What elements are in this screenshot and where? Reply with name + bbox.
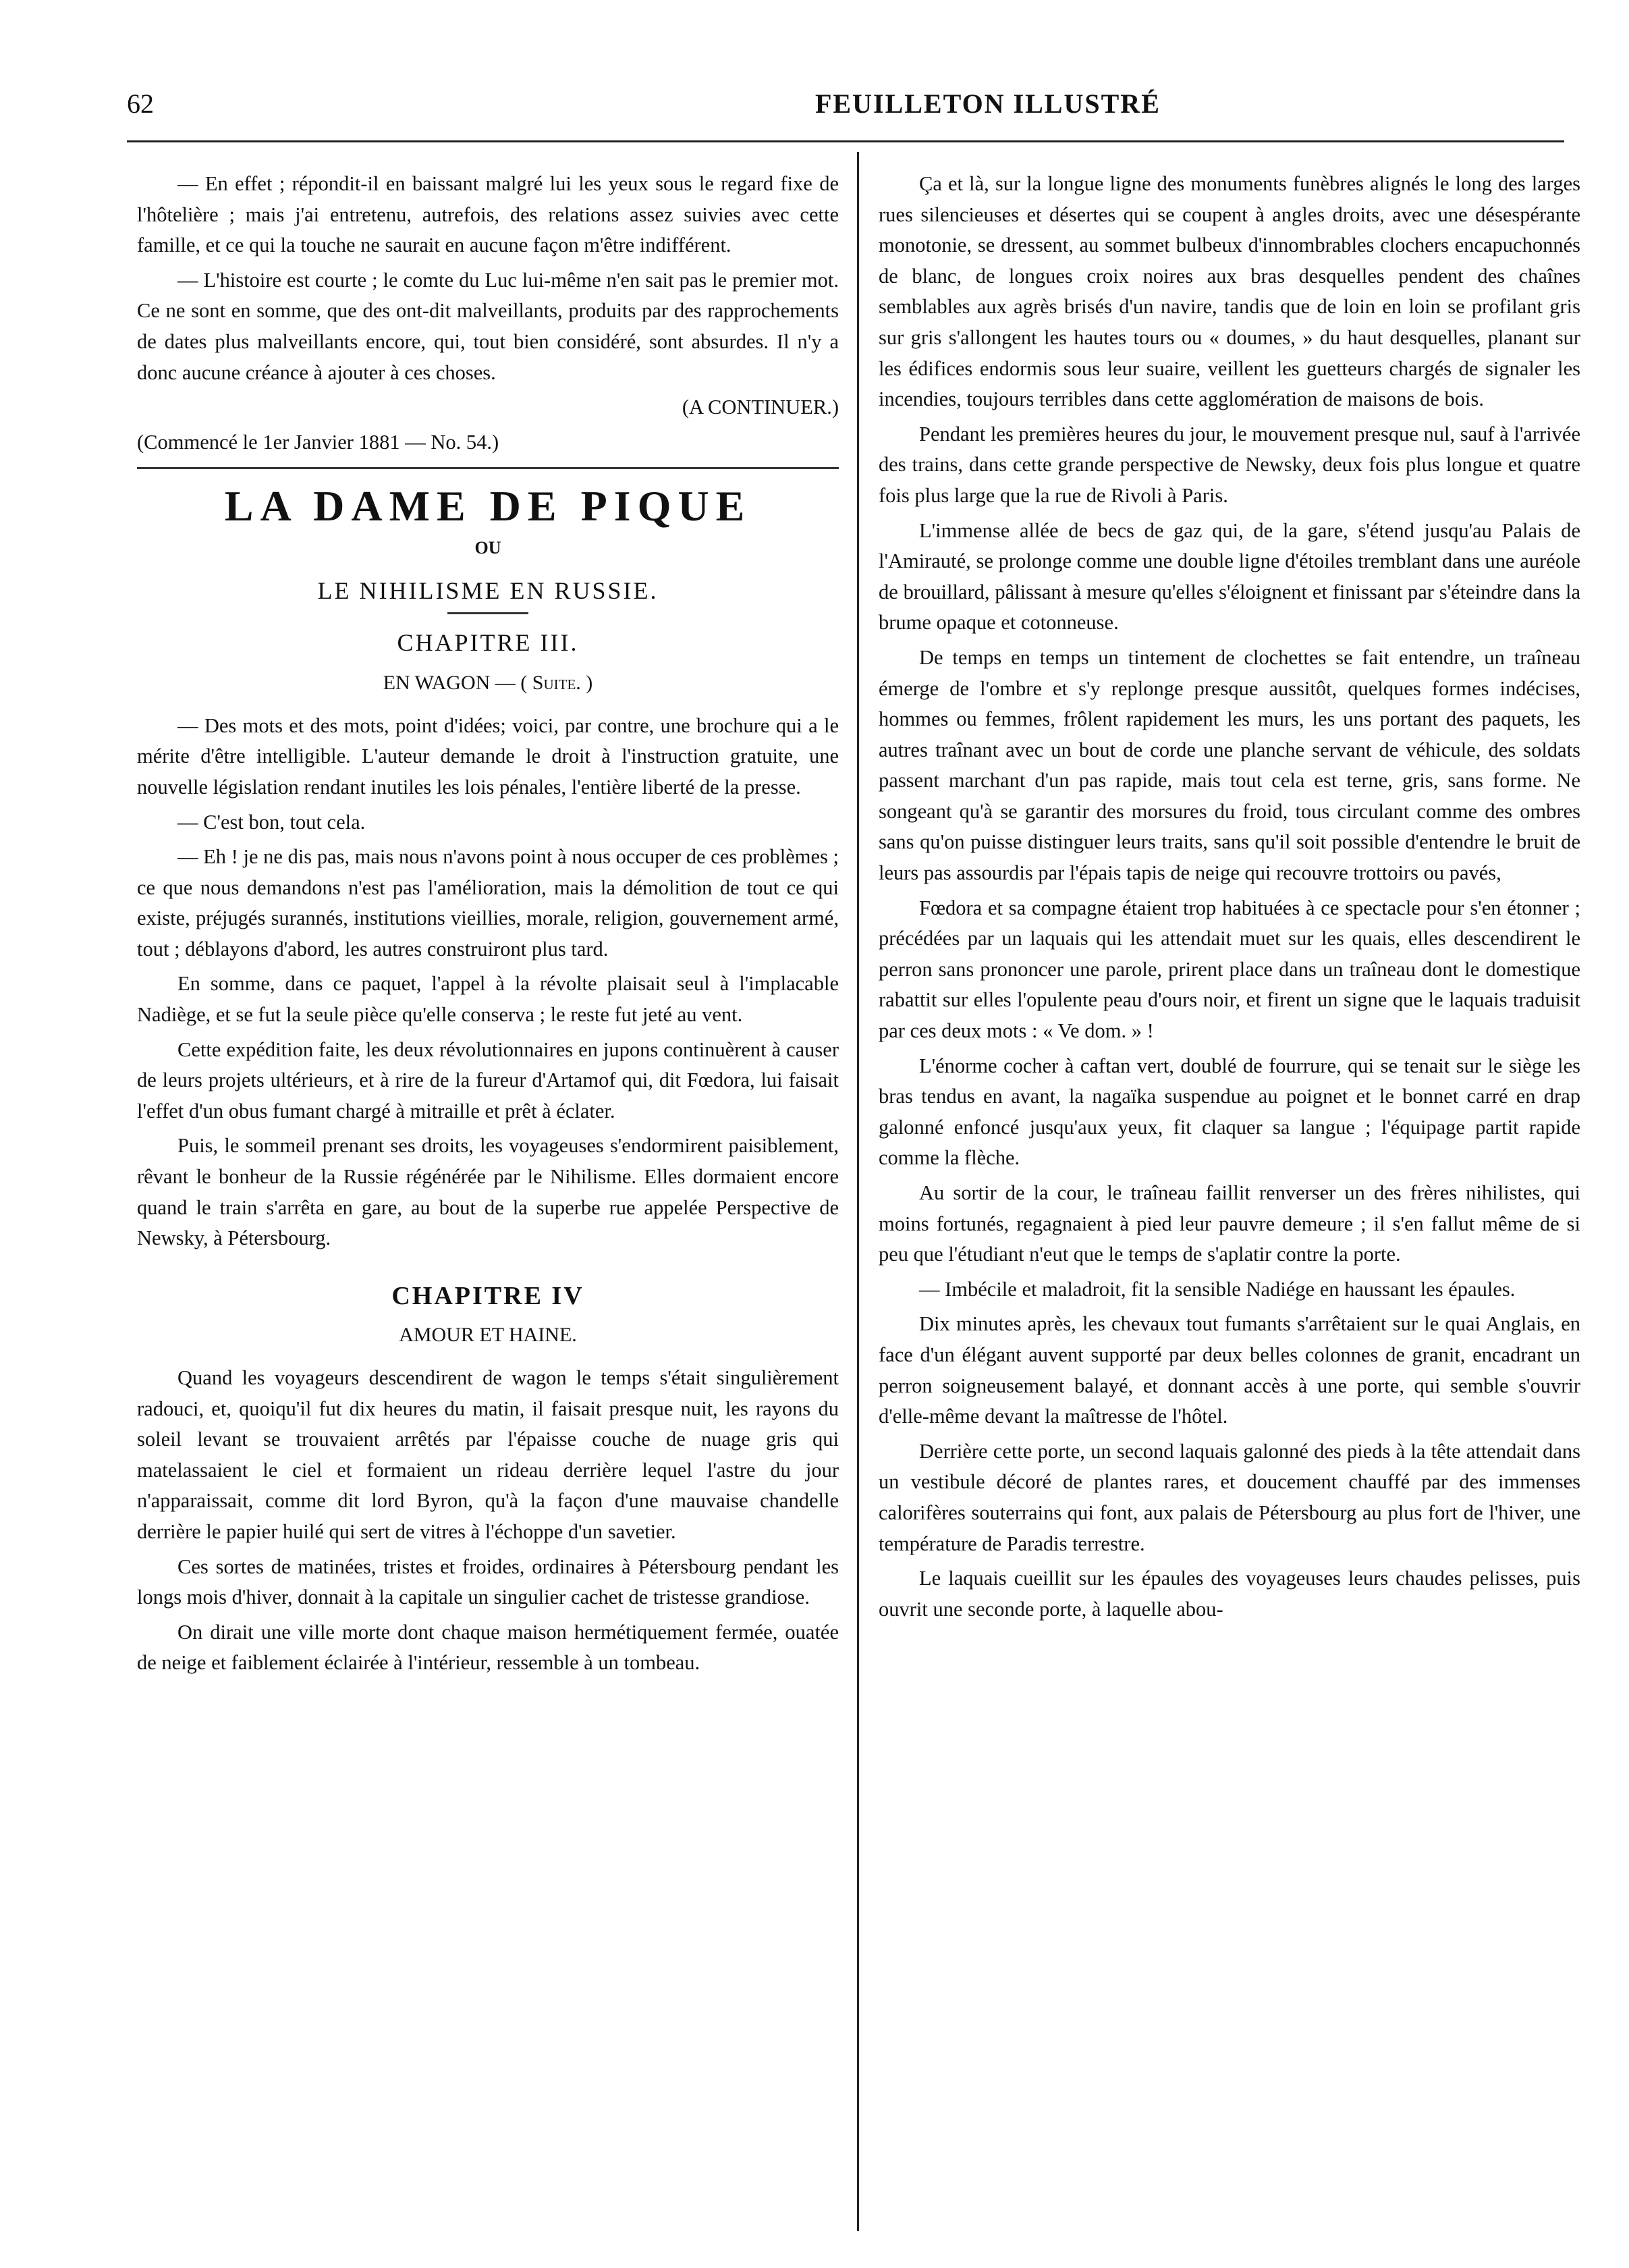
paragraph: Puis, le sommeil prenant ses droits, les voyageuses s'endormirent paisiblement, rêvant le bonheur de la Russie régénérée par le Nihilisme. Elles dormaient encore quand le train s'arrêta en gare, au bout de la superbe rue appelée Perspective de Newsky, à Pétersbourg.	[137, 1134, 839, 1250]
paragraph: On dirait une ville morte dont chaque maison hermétiquement fermée, ouatée de neige et faiblement éclairée à l'intérieur, ressemble à un tombeau.	[137, 1620, 839, 1675]
paragraph: — En effet ; répondit-il en baissant malgré lui les yeux sous le regard fixe de l'hôtelière ; mais j'ai entretenu, autrefois, des relations assez suivies avec cette famille, et ce qui la touche ne saurait en aucune façon m'être indifférent.	[137, 172, 839, 257]
story-title: LA DAME DE PIQUE	[224, 482, 752, 531]
paragraph: — Des mots et des mots, point d'idées; voici, par contre, une brochure qui a le mérite d'être intelligible. L'auteur demande le droit à l'instruction gratuite, une nouvelle législation rendant inutiles les lois pénales, l'entière liberté de la presse.	[137, 713, 839, 799]
left-column	[137, 169, 839, 1679]
chapter-heading: CHAPITRE III.	[397, 628, 579, 656]
paragraph: L'énorme cocher à caftan vert, doublé de fourrure, qui se tenait sur le siège les bras tendus en avant, la nagaïka suspendue au poignet et le bonnet carré en drap galonné enfoncé jusqu'aux yeux, fit claquer sa langue ; l'équipage partit rapide comme la flèche.	[879, 1054, 1580, 1170]
page-header	[127, 88, 1564, 128]
paragraph: Au sortir de la cour, le traîneau faillit renverser un des frères nihilistes, qui moins fortunés, regagnaient à pied leur pauvre demeure ; il s'en fallut même de si peu que l'étudiant n'eut que le temps de s'aplatir contre la porte.	[879, 1181, 1580, 1266]
paragraph: L'immense allée de becs de gaz qui, de la gare, s'étend jusqu'au Palais de l'Amirauté, se prolonge comme une double ligne d'étoiles tremblant dans une auréole de brouillard, pâlissant à mesure qu'elles s'éloignent et finissant par s'éteindre dans la brume opaque et cotonneuse.	[879, 518, 1580, 634]
paragraph: Ces sortes de matinées, tristes et froides, ordinaires à Pétersbourg pendant les longs mois d'hiver, donnait à la capitale un singulier cachet de tristesse grandiose.	[137, 1555, 839, 1609]
continuer-note: (A CONTINUER.)	[682, 396, 839, 419]
paragraph: Dix minutes après, les chevaux tout fumants s'arrêtaient sur le quai Anglais, en face d'un élégant auvent supporté par deux belles colonnes de granit, encadrant un perron soigneusement balayé, et donnant accès à une porte, qui semble s'ouvrir d'elle-même devant la maîtresse de l'hôtel.	[879, 1312, 1580, 1428]
header-rule	[127, 140, 1564, 142]
paragraph: — L'histoire est courte ; le comte du Luc lui-même n'en sait pas le premier mot. Ce ne sont en somme, que des ont-dit malveillants, produits par des rapprochements de dates plus malveillants encore, qui, tout bien considéré, sont absurdes. Il n'y a donc aucune créance à ajouter à ces choses.	[137, 268, 839, 384]
paragraph: Derrière cette porte, un second laquais galonné des pieds à la tête attendait dans un vestibule décoré de plantes rares, et doucement chauffé par des immenses calorifères souterrains qui font, aux palais de Pétersbourg au plus fort de l'hiver, une température de Paradis terrestre.	[879, 1439, 1580, 1555]
paragraph: En somme, dans ce paquet, l'appel à la révolte plaisait seul à l'implacable Nadiège, et se fut la seule pièce qu'elle conserva ; le reste fut jeté au vent.	[137, 972, 839, 1027]
story-subtitle: LE NIHILISME EN RUSSIE.	[317, 576, 659, 604]
paragraph: — Imbécile et maladroit, fit la sensible Nadiége en haussant les épaules.	[919, 1277, 1516, 1301]
chapter-heading: CHAPITRE IV	[391, 1281, 584, 1310]
paragraph: Fœdora et sa compagne étaient trop habituées à ce spectacle pour s'en étonner ; précédées par un laquais qui les attendait muet sur les quais, elles descendirent le perron sans prononcer une parole, prirent place dans un traîneau dont le domestique rabattit sur elles l'opulente peau d'ours noir, et firent un signe que le laquais traduisit par ces deux mots : « Ve dom. » !	[879, 896, 1580, 1043]
paragraph: Le laquais cueillit sur les épaules des voyageuses leurs chaudes pelisses, puis ouvrit une seconde porte, à laquelle abou-	[879, 1567, 1580, 1621]
chapter-subheading: AMOUR ET HAINE.	[399, 1324, 577, 1347]
story-title-ou: OU	[474, 538, 501, 558]
paragraph: — Eh ! je ne dis pas, mais nous n'avons point à nous occuper de ces problèmes ; ce que nous demandons n'est pas l'amélioration, mais la démolition de tout ce qui existe, préjugés surannés, institutions vieillies, morale, religion, gouvernement armé, tout ; déblayons d'abord, les autres construiront plus tard.	[137, 845, 839, 961]
paragraph: De temps en temps un tintement de clochettes se fait entendre, un traîneau émerge de l'ombre et s'y replonge presque aussitôt, quelques formes indécises, hommes ou femmes, frôlent rapidement les murs, les uns portant des paquets, les autres traînant avec un bout de corde une planche servant de véhicule, des soldats passent marchant d'un pas rapide, mais tout cela est terne, gris, sans forme. Ne songeant qu'à se garantir des morsures du froid, tous circulant comme des ombres sans qu'on puisse distinguer leurs traits, sans qu'il soit possible d'entendre le bruit de leurs pas assourdis par l'épais tapis de neige qui recouvre trottoirs ou pavés,	[879, 645, 1580, 885]
paragraph: Pendant les premières heures du jour, le mouvement presque nul, sauf à l'arrivée des trains, dans cette grande perspective de Newsky, deux fois plus longue et quatre fois plus large que la rue de Rivoli à Paris.	[879, 422, 1580, 507]
page-number: 62	[127, 88, 154, 119]
paragraph: Cette expédition faite, les deux révolutionnaires en jupons continuèrent à causer de leurs projets ultérieurs, et à rire de la fureur d'Artamof qui, dit Fœdora, lui faisait l'effet d'un obus fumant chargé à mitraille et prêt à éclater.	[137, 1037, 839, 1123]
section-separator	[137, 467, 839, 469]
commence-note: (Commencé le 1er Janvier 1881 — No. 54.)	[137, 430, 499, 454]
paragraph: Quand les voyageurs descendirent de wagon le temps s'était singulièrement radouci, et, quoiqu'il fut dix heures du matin, il faisait presque nuit, les rayons du soleil levant se trouvaient arrêtés par l'épaisse couche de nuage gris qui matelassaient le ciel et formaient un rideau derrière lequel l'astre du jour n'apparaissait, comme dit lord Byron, qu'à la façon d'une mauvaise chandelle derrière le papier huilé qui sert de vitres à l'échoppe d'un savetier.	[137, 1366, 839, 1543]
paragraph: Ça et là, sur la longue ligne des monuments funèbres alignés le long des larges rues silencieuses et désertes qui se coupent à angles droits, avec une désespérante monotonie, se dressent, au sommet bulbeux d'innombrables clochers encapuchonnés de blanc, de longues croix noires aux bras desquelles pendent des chaînes semblables aux agrès brisés d'un navire, tandis que de loin en loin se profilant gris sur gris s'allongent les hautes tours ou « doumes, » du haut desquelles, planant sur les édifices endormis sous leur suaire, veillent les guetteurs chargés de signaler les incendies, toujours terribles dans cette agglomération de maisons de bois.	[879, 172, 1580, 411]
paragraph: — C'est bon, tout cela.	[177, 810, 366, 834]
chapter-subheading: EN WAGON — ( Suite. )	[383, 672, 593, 695]
column-divider	[857, 152, 859, 2231]
short-rule	[447, 612, 528, 614]
right-column	[879, 169, 1580, 1625]
running-title: FEUILLETON ILLUSTRÉ	[815, 88, 1161, 119]
